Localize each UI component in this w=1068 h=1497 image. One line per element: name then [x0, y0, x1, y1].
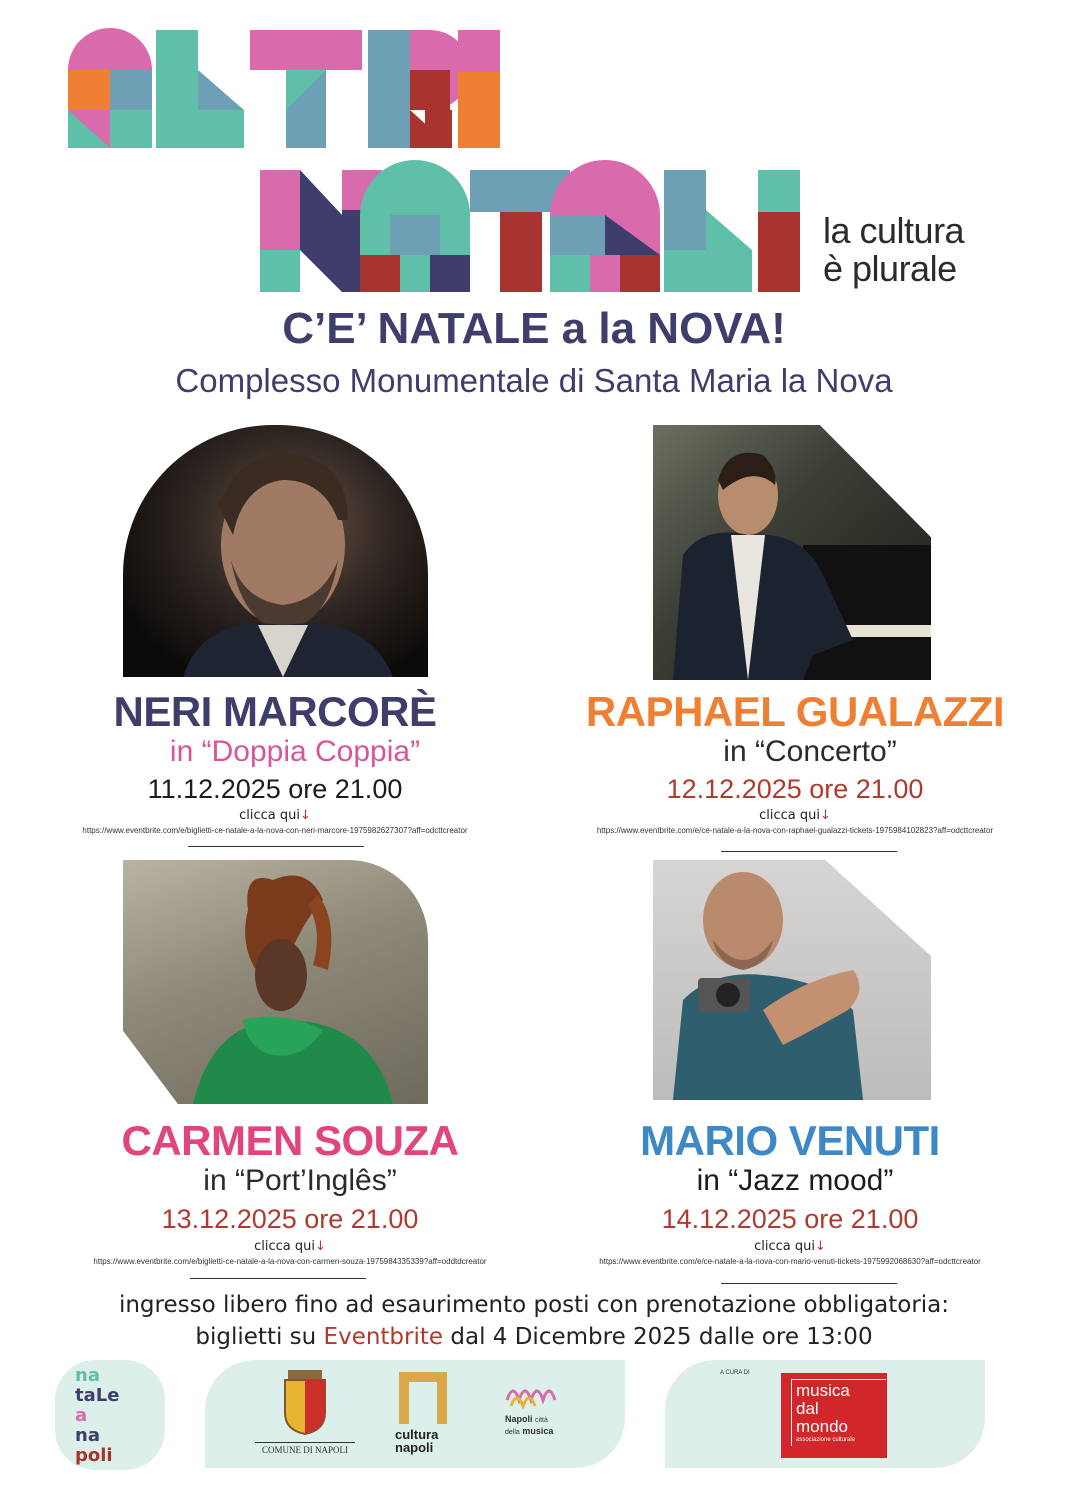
tagline — [823, 212, 964, 288]
portrait-figure — [653, 860, 931, 1100]
artist-name: MARIO VENUTI — [640, 1117, 940, 1164]
organizer-logos-panel — [665, 1360, 985, 1468]
arch-icon — [395, 1368, 451, 1424]
cta-label: clicca qui — [239, 808, 300, 823]
url-underline — [721, 851, 897, 852]
event-date: 11.12.2025 ore 21.00 — [147, 774, 403, 804]
url-underline — [190, 1278, 366, 1279]
artist-name: NERI MARCORÈ — [113, 688, 437, 735]
comune-di-napoli-logo — [255, 1368, 355, 1460]
musica-dal-mondo-logo — [781, 1373, 887, 1458]
comune-label: COMUNE DI NAPOLI — [255, 1442, 355, 1455]
info-line-2 — [0, 1324, 1068, 1350]
ticket-cta[interactable] — [580, 808, 1010, 823]
coat-of-arms-icon — [255, 1368, 355, 1438]
cta-label: clicca qui — [759, 808, 820, 823]
napoli-musica-napoli: Napoli — [505, 1414, 533, 1424]
show-title: in “Concerto” — [723, 735, 897, 768]
mdm-line-2: dal — [796, 1399, 819, 1418]
mdm-line-1: musica — [796, 1381, 850, 1400]
music-wave-icon — [505, 1380, 565, 1410]
show-title: in “Doppia Coppia” — [169, 735, 421, 768]
ticket-url[interactable]: https://www.eventbrite.com/e/biglietti-ce-natale-a-la-nova-con-neri-marcore-1975982627307?aff=odcttcreator — [82, 826, 468, 835]
altri-natali-logo — [60, 20, 820, 295]
natale-napoli-line-3: a — [75, 1405, 88, 1426]
ticket-url[interactable]: https://www.eventbrite.com/e/ce-natale-a-la-nova-con-mario-venuti-tickets-1975992068630?aff=odcttcreator — [599, 1257, 981, 1266]
mdm-line-4: associazione culturale — [796, 1437, 856, 1443]
ticket-cta[interactable] — [75, 1239, 505, 1254]
eventbrite-link[interactable]: Eventbrite — [323, 1324, 444, 1350]
napoli-musica-musica: musica — [522, 1426, 554, 1436]
event-headline: C’E’ NATALE a la NOVA! — [282, 304, 786, 353]
show-title: in “Jazz mood” — [696, 1164, 894, 1197]
event-date: 13.12.2025 ore 21.00 — [161, 1204, 419, 1234]
ticket-cta[interactable] — [575, 1239, 1005, 1254]
cta-label: clicca qui — [754, 1239, 815, 1254]
natale-napoli-line-5: poli — [75, 1445, 113, 1466]
natale-napoli-line-1: na — [75, 1365, 100, 1386]
napoli-musica-della: della — [505, 1429, 520, 1436]
event-date: 14.12.2025 ore 21.00 — [661, 1204, 919, 1234]
natale-napoli-line-2: taLe — [75, 1385, 120, 1406]
arrow-down-icon: ↓ — [814, 1239, 826, 1254]
photo-neri-marcore — [123, 425, 428, 677]
natale-a-napoli-logo — [55, 1360, 165, 1470]
ticket-cta[interactable] — [60, 808, 490, 823]
url-underline — [188, 846, 364, 847]
ticket-url[interactable]: https://www.eventbrite.com/e/ce-natale-a-la-nova-con-raphael-gualazzi-tickets-1975984102823?aff=odcttcreator — [596, 826, 994, 835]
artist-name: CARMEN SOUZA — [121, 1117, 459, 1164]
photo-raphael-gualazzi — [653, 425, 931, 680]
photo-mario-venuti — [653, 860, 931, 1100]
portrait-figure — [123, 425, 428, 677]
info-prefix: biglietti su — [195, 1324, 324, 1350]
info-suffix: dal 4 Dicembre 2025 dalle ore 13:00 — [443, 1324, 873, 1350]
tagline-line-1: la cultura — [823, 210, 965, 251]
mdm-line-3: mondo — [796, 1417, 848, 1436]
napoli-label: napoli — [395, 1440, 434, 1455]
url-underline — [721, 1283, 897, 1284]
napoli-musica-citta: città — [535, 1417, 548, 1424]
cultura-napoli-logo — [395, 1368, 455, 1460]
institutional-logos-panel — [205, 1360, 625, 1468]
arrow-down-icon: ↓ — [299, 808, 311, 823]
portrait-figure — [123, 860, 428, 1104]
info-line-1: ingresso libero fino ad esaurimento posti con prenotazione obbligatoria: — [118, 1292, 950, 1318]
a-cura-di-label: A CURA DI — [720, 1370, 750, 1376]
photo-carmen-souza — [123, 860, 428, 1104]
arrow-down-icon: ↓ — [819, 808, 831, 823]
event-date: 12.12.2025 ore 21.00 — [666, 774, 924, 804]
venue-subheadline: Complesso Monumentale di Santa Maria la Nova — [175, 362, 893, 399]
artist-name: RAPHAEL GUALAZZI — [585, 688, 1005, 735]
natale-napoli-line-4: na — [75, 1425, 100, 1446]
cta-label: clicca qui — [254, 1239, 315, 1254]
portrait-figure — [653, 425, 931, 680]
cultura-label: cultura — [395, 1427, 439, 1442]
show-title: in “Port’Inglês” — [203, 1164, 397, 1197]
napoli-citta-musica-logo — [505, 1380, 575, 1450]
ticket-url[interactable]: https://www.eventbrite.com/e/biglietti-ce-natale-a-la-nova-con-carmen-souza-1975984335339?aff=oddtdcreator — [93, 1257, 487, 1266]
arrow-down-icon: ↓ — [314, 1239, 326, 1254]
tagline-line-2: è plurale — [823, 248, 957, 289]
